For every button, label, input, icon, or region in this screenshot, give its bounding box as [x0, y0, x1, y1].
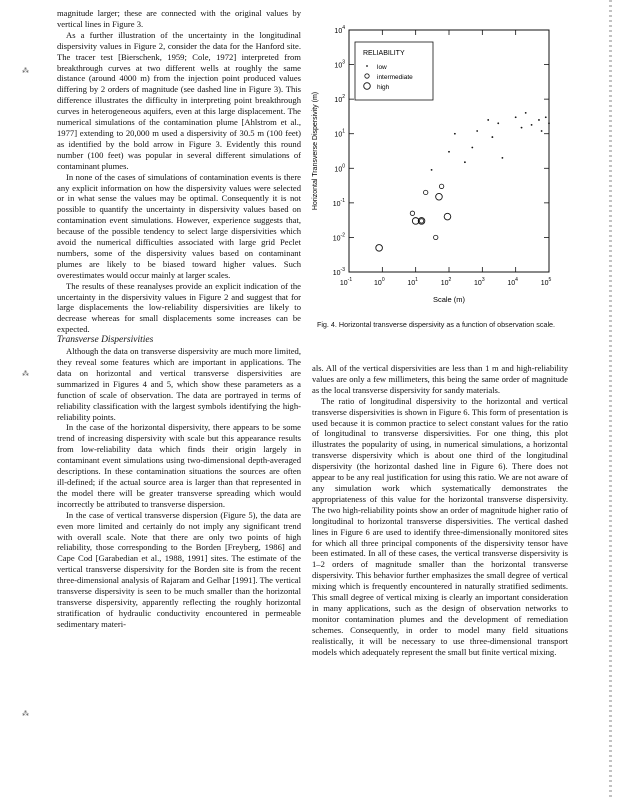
y-tick-label: $10^{-1}$ [332, 197, 345, 208]
paragraph: Although the data on transverse dispersivity are much more limited, they reveal some features which are important in applications. The data on horizontal and vertical transverse dispersivities are summarized in Figures 4 and 5, which show these parameters as a function of scale of observation. The data are portrayed in terms of reliability classification with the largest symbols identifying the high-reliability points. [57, 346, 301, 422]
x-tick-label: $10^4$ [507, 277, 518, 287]
legend [355, 42, 433, 100]
data-point-intermediate [424, 190, 428, 194]
data-point-low [502, 157, 504, 159]
data-point-intermediate [434, 235, 438, 239]
legend-marker-low [366, 65, 368, 67]
y-tick-label: $10^{-3}$ [332, 267, 345, 277]
paragraph: In the case of the horizontal dispersivity, there appears to be some trend of increasing dispersivity with scale but this appearance results from low-reliability data which finds their origin largely in contaminant event simulations using two-dimensional depth-averaged descriptions. In these contamination situations the sources are often ill-defined; if the actual source area is larger than that represented in the model there will be greater transverse spreading which would incorrectly be attributed to transverse dispersion. [57, 422, 301, 509]
y-tick-label: $10^0$ [334, 163, 345, 174]
x-tick-label: $10^3$ [474, 277, 485, 287]
data-point-low [491, 136, 493, 138]
data-point-low [431, 169, 433, 171]
paragraph: The ratio of longitudinal dispersivity to the horizontal and vertical transverse dispersivities is shown in Figure 6. This form of presentation is used because it is common practice to select constant values for the ratio of longitudinal to transverse dispersivities. For one thing, this plot illustrates the popularity of using, in numerical simulations, a horizontal transverse dispersivity which is about one third of the longitudinal dispersivity (the horizontal dashed line in Figure 6). There does not appear to be any real justification for using this ratio. We are not aware of any simulation work which systematically demonstrates the appropriateness of this value for the horizontal transverse dispersivity. The two high-reliability points show an order of magnitude higher ratio of longitudinal to horizontal transverse dispersivities. The vertical dashed lines in Figure 6 are used to identify three-dimensionally monitored sites for which all three principal components of the dispersivity tensor have been estimated. In all of these cases, the vertical transverse dispersivity is 1–2 orders of magnitude smaller than the horizontal transverse dispersivity. This behavior further emphasizes the small degree of vertical mixing which is frequently encountered in naturally stratified sediments. This small degree of vertical mixing is clearly an important consideration in many applications, such as the design of observation networks to monitor contamination plumes and the development of remediation schemes. Consequently, in order to model many field situations realistically, it will be necessary to use three-dimensional transport models which adequately represent the small but finite vertical mixing. [312, 395, 568, 657]
data-point-intermediate [410, 211, 414, 215]
data-point-low [541, 130, 543, 132]
x-tick-label: $10^2$ [440, 277, 452, 287]
data-point-low [464, 161, 466, 163]
data-point-low [476, 130, 478, 132]
data-point-high [376, 245, 383, 252]
paragraph: As a further illustration of the uncertainty in the longitudinal dispersivity values in Figure 2, consider the data for the Hanford site. The tracer test [Bierschenk, 1959; Cole, 1972] interpreted from breakthrough curves at two different wells at roughly the same distance (around 4000 m) from the injection point produced values differing by 2 orders of magnitude (see dashed line in Figure 3). This difference illustrates the difficulty in interpreting point breakthrough curves in heterogeneous aquifers, even at this large displacement. The numerical simulations of the contamination plume [Ahlstrom et al., 1977] extending to 20,000 m used a dispersivity of 30.5 m (100 feet) as identified by the bold arrow in Figure 3. Evidently this round number (100 feet) was popular in several different simulations of contaminant plumes. [57, 29, 301, 171]
data-point-low [548, 122, 550, 124]
data-point-low [497, 122, 499, 124]
section-subheading: Transverse Dispersivities [57, 335, 154, 346]
data-point-low [545, 116, 547, 118]
margin-annotation-mark: ⁂ [22, 67, 29, 75]
x-tick-label: $10^{-1}$ [339, 277, 353, 287]
data-point-intermediate [419, 219, 423, 223]
x-tick-label: $10^1$ [407, 277, 418, 287]
data-point-intermediate [439, 184, 443, 188]
data-point-high [444, 213, 451, 220]
left-text-column [57, 8, 301, 630]
margin-annotation-mark: ⁂ [22, 710, 29, 718]
data-point-low [531, 124, 533, 126]
data-point-low [515, 116, 517, 118]
y-tick-label: $10^4$ [334, 25, 345, 35]
figure-caption: Fig. 4. Horizontal transverse dispersivity as a function of observation scale. [316, 320, 556, 329]
y-tick-label: $10^3$ [334, 59, 345, 70]
legend-entry-label: high [377, 84, 390, 91]
y-tick-label: $10^{-2}$ [332, 232, 345, 243]
y-axis-label: Horizontal Transverse Dispersivity (m) [312, 91, 319, 211]
paragraph: magnitude larger; these are connected with the original values by vertical lines in Figure 3. [57, 8, 301, 29]
y-tick-label: $10^2$ [334, 94, 345, 105]
data-point-low [538, 119, 540, 121]
data-point-low [448, 151, 450, 153]
data-points [376, 112, 550, 251]
data-point-low [454, 133, 456, 135]
paragraph: In none of the cases of simulations of contamination events is there any explicit information on how the dispersivity values were selected or in what sense the values may be optimal. Consequently it is not possible to quantify the uncertainty in dispersivity values based on contamination event simulations. However, experience suggests that, because of the possible tendency to select large dispersivities which avoid the numerical difficulties associated with large grid Peclet numbers, some of the dispersivity values based on contaminant plumes are likely to be biased toward higher values. Such overestimates would occur mainly at larger scales. [57, 171, 301, 280]
x-axis-label: Scale (m) [432, 295, 466, 304]
paragraph: The results of these reanalyses provide an explicit indication of the uncertainty in the dispersivity values in Figure 2 and suggest that for large displacements the low-reliability dispersivities are likely to decrease whereas for small displacements some increases can be expected. [57, 280, 301, 335]
paragraph: In the case of vertical transverse dispersion (Figure 5), the data are even more limited and certainly do not imply any significant trend with overall scale. Note that there are only two points of high reliability, those corresponding to the Borden [Freyberg, 1986] and Cape Cod [Garabedian et al., 1988, 1991] sites. The estimate of the vertical transverse dispersivity for the Borden site is from the recent three-dimensional analysis of Rajaram and Gelhar [1991]. The vertical transverse dispersivity is seen to be much smaller than the horizontal transverse dispersivity, apparently reflecting the roughly horizontal stratification of hydraulic conductivity encountered in permeable sedimentary materi- [57, 509, 301, 629]
figure-4 [305, 22, 580, 347]
right-text-column [312, 363, 568, 657]
data-point-low [525, 112, 527, 114]
scatter-chart [305, 22, 580, 322]
y-tick-label: $10^1$ [334, 128, 345, 139]
legend-entry-label: intermediate [377, 74, 413, 81]
margin-annotation-mark: ⁂ [22, 370, 29, 378]
x-tick-label: $10^5$ [540, 277, 552, 287]
data-point-low [487, 119, 489, 121]
legend-entry-label: low [377, 64, 387, 71]
scan-edge [609, 0, 612, 800]
data-point-low [521, 127, 523, 129]
x-tick-label: $10^0$ [374, 277, 385, 287]
paragraph: als. All of the vertical dispersivities are less than 1 m and high-reliability values are only a few millimeters, this being the same order of magnitude as the local transverse dispersivity for sandy materials. [312, 363, 568, 395]
data-point-low [471, 147, 473, 149]
legend-title: RELIABILITY [363, 50, 405, 57]
data-point-high [436, 193, 443, 200]
